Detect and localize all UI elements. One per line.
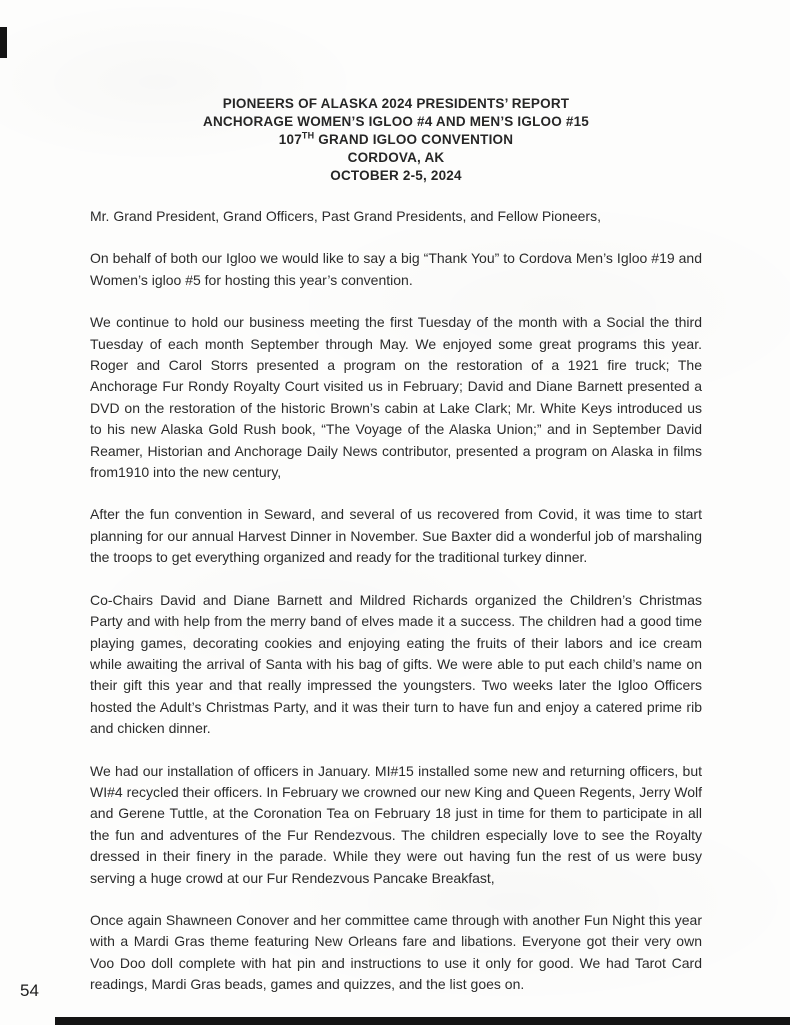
paragraph-business-meetings: We continue to hold our business meeting the first Tuesday of the month with a Social the third Tuesday of each month September through May. We enjoyed some great programs this year. Roger and Carol Storrs presented a program on the restoration of a 1921 fire truck; The Anchorage Fur Rondy Royalty Court visited us in February; David and Diane Barnett presented a DVD on the restoration of the historic Brown’s cabin at Lake Clark; Mr. White Keys introduced us to his new Alaska Gold Rush book, “The Voyage of the Alaska Union;” and in September David Reamer, Historian and Anchorage Daily News contributor, presented a program on Alaska in films from1910 into the new century, — [90, 314, 702, 481]
convention-title: GRAND IGLOO CONVENTION — [314, 132, 514, 147]
header-line-convention — [90, 131, 702, 149]
header-line-dates: OCTOBER 2-5, 2024 — [330, 168, 462, 183]
header-line-title: PIONEERS OF ALASKA 2024 PRESIDENTS’ REPORT — [222, 96, 570, 111]
header-line-igloos: ANCHORAGE WOMEN’S IGLOO #4 AND MEN’S IGLOO #15 — [203, 114, 589, 129]
paragraph-christmas-parties: Co-Chairs David and Diane Barnett and Mildred Richards organized the Children’s Christmas Party and with help from the merry band of elves made it a success. The children had a good time playing games, decorating cookies and enjoying eating the fruits of their labors and ice cream while awaiting the arrival of Santa with his bag of gifts. We were able to put each child’s name on their gift this year and that really impressed the youngsters. Two weeks later the Igloo Officers hosted the Adult’s Christmas Party, and it was their turn to have fun and enjoy a catered prime rib and chicken dinner. — [90, 591, 702, 737]
paragraph-officers-royalty: We had our installation of officers in January. MI#15 installed some new and returning officers, but WI#4 recycled their officers. In February we crowned our new King and Queen Regents, Jerry Wolf and Gerene Tuttle, at the Coronation Tea on February 18 just in time for them to participate in all the fun and adventures of the Fur Rendezvous. The children especially love to see the Royalty dressed in their finery in the parade. While they were out having fun the rest of us were busy serving a huge crowd at our Fur Rendezvous Pancake Breakfast, — [90, 762, 702, 886]
paragraph-fun-night: Once again Shawneen Conover and her committee came through with another Fun Night this year with a Mardi Gras theme featuring New Orleans fare and libations. Everyone got their very own Voo Doo doll complete with hat pin and instructions to use it only for good. We had Tarot Card readings, Mardi Gras beads, games and quizzes, and the list goes on. — [90, 911, 702, 993]
convention-number: 107 — [278, 132, 302, 147]
paragraph-salutation: Mr. Grand President, Grand Officers, Past Grand Presidents, and Fellow Pioneers, — [90, 208, 601, 224]
page-content — [90, 95, 702, 1017]
paragraph-harvest-dinner: After the fun convention in Seward, and several of us recovered from Covid, it was time to start planning for our annual Harvest Dinner in November. Sue Baxter did a wonderful job of marshaling the troops to get everything organized and ready for the traditional turkey dinner. — [90, 506, 702, 566]
report-header — [90, 95, 702, 185]
page-number: 54 — [20, 981, 39, 1000]
paragraph-thank-you: On behalf of both our Igloo we would like to say a big “Thank You” to Cordova Men’s Igloo #19 and Women’s igloo #5 for hosting this year’s convention. — [90, 250, 702, 288]
scan-artifact-left-edge — [0, 27, 7, 58]
report-body — [90, 206, 702, 996]
header-line-location: CORDOVA, AK — [347, 150, 445, 165]
scan-artifact-bottom-edge — [55, 1017, 790, 1025]
convention-ordinal-suffix: TH — [301, 130, 315, 141]
